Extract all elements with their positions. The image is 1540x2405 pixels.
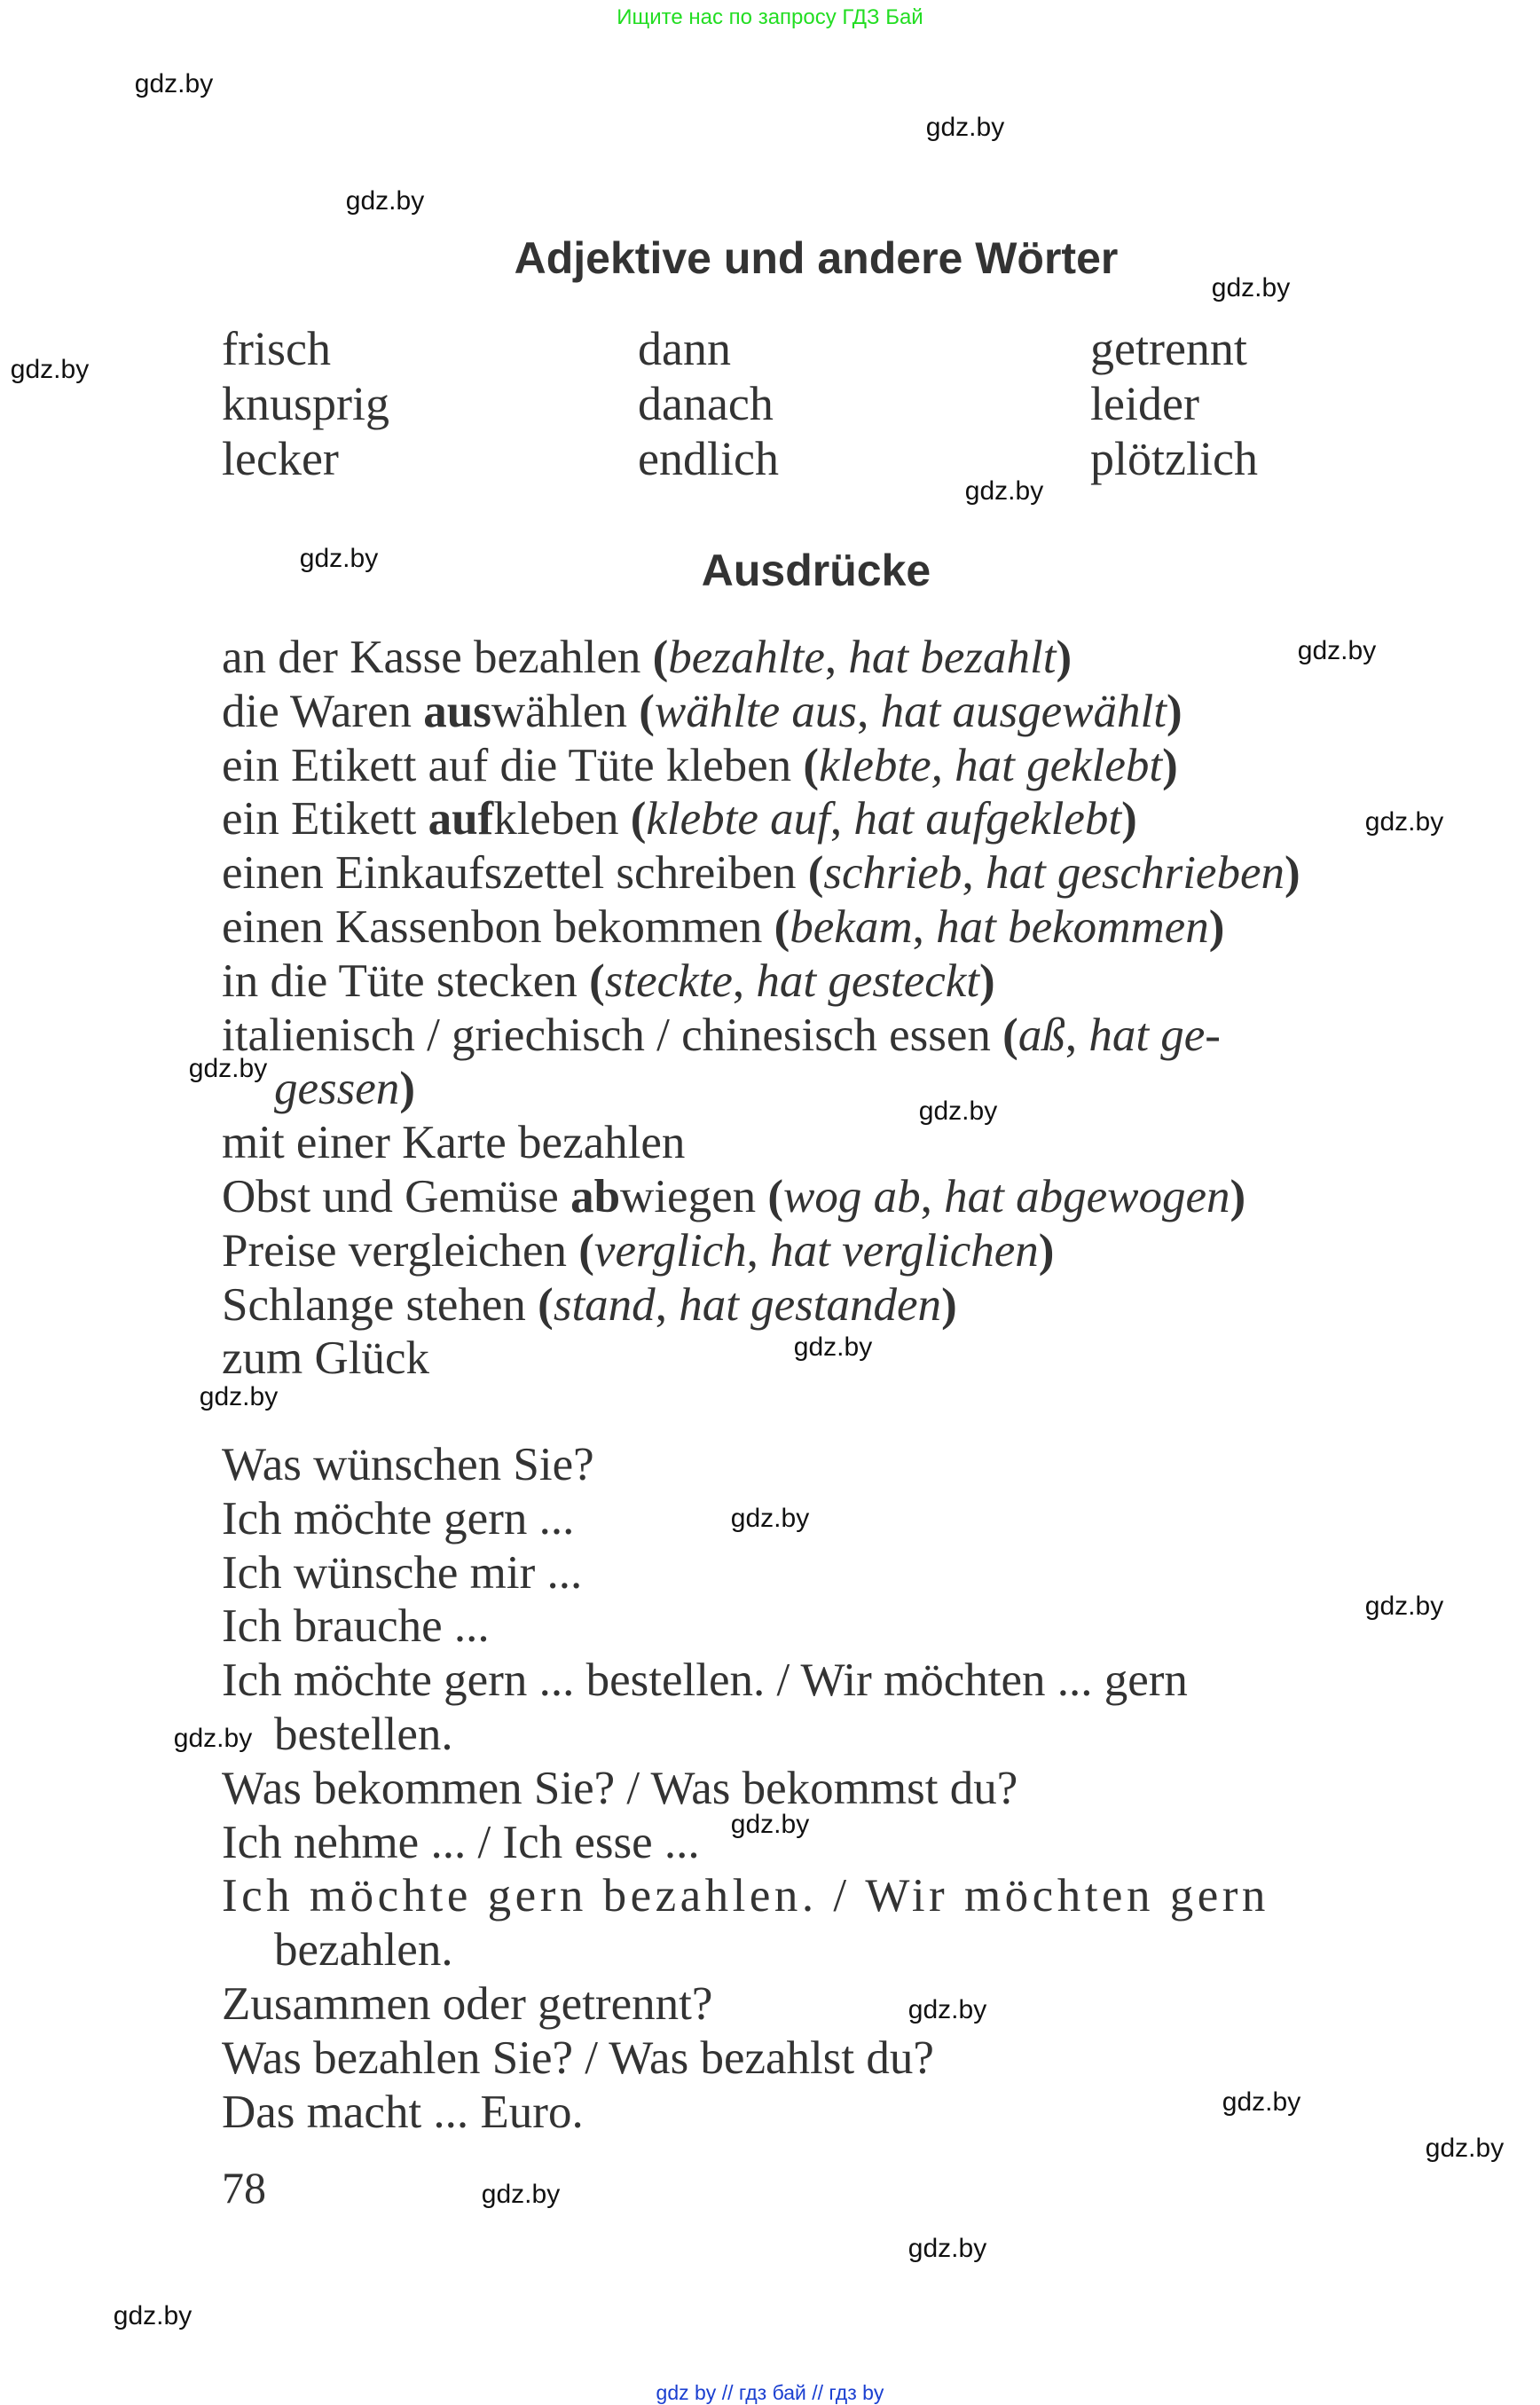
watermark: gdz.by	[1425, 2134, 1505, 2163]
watermark: gdz.by	[908, 1995, 987, 2024]
watermark: gdz.by	[481, 2180, 561, 2209]
expression-line	[274, 1061, 415, 1116]
expression-line	[222, 845, 1300, 900]
expression-text: ,	[829, 793, 854, 845]
search-hint-banner: Ищите нас по запросу ГДЗ Бай	[617, 5, 923, 29]
past-forms: hat verglichen	[770, 1224, 1039, 1277]
watermark: gdz.by	[188, 1054, 268, 1083]
expression-text: aus	[423, 685, 491, 737]
expression-text: )	[399, 1063, 415, 1115]
phrase-line	[222, 1761, 1018, 1816]
expression-text: Das macht ... Euro.	[222, 2086, 584, 2138]
phrase-line	[222, 1545, 582, 1600]
watermark: gdz.by	[730, 1504, 810, 1533]
watermark: gdz.by	[793, 1332, 873, 1362]
expression-text: Schlange stehen	[222, 1278, 538, 1331]
watermark: gdz.by	[345, 186, 425, 216]
watermark: gdz.by	[199, 1382, 279, 1411]
expression-text: Ich möchte gern ...	[222, 1492, 575, 1544]
expression-text: (	[578, 1224, 594, 1277]
past-forms: verglich	[593, 1224, 747, 1277]
expression-text: mit einer Karte bezahlen	[222, 1117, 686, 1169]
expression-line	[222, 1331, 429, 1386]
word-item: plötzlich	[1090, 432, 1258, 485]
expression-text: bestellen.	[274, 1709, 453, 1760]
expression-text: Ich brauche ...	[222, 1600, 490, 1653]
word-item: endlich	[638, 432, 779, 485]
phrase-line	[222, 1868, 1269, 1923]
expression-text: )	[1284, 847, 1300, 900]
expression-text: einen Kassenbon bekommen	[222, 901, 774, 953]
expression-text: Ich möchte gern ... bestellen. / Wir möchten ... gern	[222, 1654, 1188, 1707]
expression-text: )	[1208, 901, 1225, 953]
expression-text: Obst und Gemüse	[222, 1171, 571, 1222]
expression-text: ,	[962, 847, 986, 900]
expression-text: ,	[857, 685, 881, 737]
expression-text: ,	[920, 1171, 945, 1222]
past-forms: hat aufgeklebt	[853, 793, 1122, 845]
expression-text: ,	[1065, 1009, 1089, 1061]
word-item: leider	[1090, 377, 1199, 430]
phrase-line	[222, 1977, 712, 2032]
expression-text: (	[807, 847, 824, 900]
past-forms: hat ge-	[1088, 1009, 1221, 1061]
footer-links[interactable]: gdz by // гдз бай // гдз by	[656, 2381, 884, 2404]
phrase-line	[274, 1922, 453, 1977]
expression-text: (	[538, 1278, 554, 1331]
watermark: gdz.by	[1364, 1592, 1444, 1621]
expression-line	[222, 630, 1072, 685]
past-forms: schrieb	[823, 847, 962, 900]
watermark: gdz.by	[173, 1724, 253, 1753]
expression-text: auf	[428, 793, 494, 845]
expression-text: (	[639, 685, 655, 737]
expression-text: ,	[824, 632, 849, 683]
past-forms: hat ausgewählt	[880, 685, 1167, 737]
watermark: gdz.by	[299, 544, 379, 573]
watermark: gdz.by	[918, 1096, 998, 1126]
word-item: frisch	[222, 322, 331, 375]
expression-text: ,	[912, 901, 937, 953]
expression-text: ,	[746, 1224, 771, 1277]
expression-text: kleben	[493, 793, 631, 845]
expression-text: Was bekommen Sie? / Was bekommst du?	[222, 1762, 1018, 1814]
past-forms: stand	[553, 1278, 656, 1331]
expression-text: Zusammen oder getrennt?	[222, 1978, 713, 2030]
watermark: gdz.by	[908, 2234, 987, 2263]
past-forms: hat bezahlt	[848, 632, 1057, 683]
expression-text: an der Kasse bezahlen	[222, 632, 653, 683]
expression-line	[222, 1169, 1245, 1224]
phrase-line	[222, 2085, 584, 2140]
expression-text: ein Etikett	[222, 793, 428, 845]
past-forms: wog ab	[783, 1171, 921, 1222]
expression-text: die Waren	[222, 685, 424, 737]
expression-text: )	[979, 955, 995, 1007]
watermark: gdz.by	[730, 1810, 810, 1839]
word-item: dann	[638, 322, 731, 375]
expression-text: Was bezahlen Sie? / Was bezahlst du?	[222, 2032, 934, 2084]
watermark: gdz.by	[1297, 636, 1377, 665]
phrase-line	[222, 1815, 700, 1870]
expression-text: Ich nehme ... / Ich esse ...	[222, 1816, 700, 1868]
phrase-line	[222, 1437, 594, 1492]
word-item: danach	[638, 377, 774, 430]
expression-text: ab	[570, 1171, 621, 1222]
past-forms: hat bekommen	[936, 901, 1209, 953]
phrase-line	[274, 1707, 453, 1762]
past-forms: hat gesteckt	[756, 955, 980, 1007]
past-forms: hat geschrieben	[985, 847, 1285, 900]
watermark: gdz.by	[925, 113, 1005, 142]
expression-text: Ich wünsche mir ...	[222, 1546, 583, 1599]
expression-text: )	[1230, 1171, 1246, 1222]
watermark: gdz.by	[10, 355, 90, 384]
word-item: knusprig	[222, 377, 389, 430]
watermark: gdz.by	[1222, 2087, 1301, 2117]
expression-line	[222, 954, 995, 1009]
expression-text: )	[1162, 739, 1178, 791]
past-forms: hat gestanden	[679, 1278, 942, 1331]
expression-text: (	[774, 901, 790, 953]
expression-line	[222, 1115, 685, 1170]
section-heading-adjectives: Adjektive und andere Wörter	[514, 233, 1119, 283]
expression-text: wiegen	[620, 1171, 768, 1222]
past-forms: bekam	[790, 901, 913, 953]
word-item: lecker	[222, 432, 339, 485]
watermark: gdz.by	[113, 2301, 192, 2330]
expression-text: in die Tüte stecken	[222, 955, 590, 1007]
past-forms: klebte, hat geklebt	[819, 739, 1163, 791]
expression-text: (	[652, 632, 669, 683]
phrase-line	[222, 1599, 490, 1654]
expression-text: )	[1167, 685, 1182, 737]
past-forms: steckte	[604, 955, 733, 1007]
past-forms: klebte auf	[646, 793, 830, 845]
expression-text: ,	[655, 1278, 680, 1331]
expression-line	[222, 1223, 1054, 1278]
expression-text: )	[941, 1278, 957, 1331]
expression-text: )	[1056, 632, 1072, 683]
expression-text: wählen	[491, 685, 640, 737]
expression-text: ,	[732, 955, 757, 1007]
page-number: 78	[222, 2163, 266, 2212]
expression-text: italienisch / griechisch / chinesisch essen	[222, 1009, 1003, 1061]
expression-text: Preise vergleichen	[222, 1224, 579, 1277]
section-heading-expressions: Ausdrücke	[701, 546, 931, 595]
expression-line	[222, 900, 1224, 955]
expression-text: Ich möchte gern bezahlen. / Wir möchten gern	[222, 1870, 1269, 1922]
watermark: gdz.by	[134, 69, 214, 98]
expression-text: (	[803, 739, 820, 791]
expression-line	[222, 1277, 957, 1332]
expression-text: (	[630, 793, 647, 845]
expression-text: (	[767, 1171, 784, 1222]
watermark: gdz.by	[1364, 807, 1444, 837]
expression-line	[222, 791, 1137, 846]
expression-text: (	[589, 955, 605, 1007]
expression-text: (	[1002, 1009, 1018, 1061]
expression-text: ein Etikett auf die Tüte kleben	[222, 739, 804, 791]
expression-text: Was wünschen Sie?	[222, 1439, 594, 1490]
watermark: gdz.by	[1211, 273, 1291, 303]
phrase-line	[222, 1491, 574, 1546]
past-forms: hat abgewogen	[944, 1171, 1230, 1222]
phrase-line	[222, 2031, 934, 2086]
expression-text: zum Glück	[222, 1332, 430, 1385]
phrase-line	[222, 1653, 1188, 1708]
expression-text: bezahlen.	[274, 1924, 453, 1977]
expression-text: einen Einkaufszettel schreiben	[222, 847, 808, 900]
expression-text: )	[1121, 793, 1137, 845]
expression-line	[222, 738, 1178, 793]
past-forms: aß	[1018, 1009, 1065, 1061]
past-forms: bezahlte	[668, 632, 825, 683]
expression-text: )	[1038, 1224, 1055, 1277]
past-forms: wählte aus	[654, 685, 858, 737]
expression-line	[222, 1008, 1221, 1063]
expression-line	[222, 684, 1182, 739]
word-item: getrennt	[1090, 322, 1247, 375]
watermark: gdz.by	[964, 476, 1044, 506]
past-forms: gessen	[274, 1063, 400, 1115]
